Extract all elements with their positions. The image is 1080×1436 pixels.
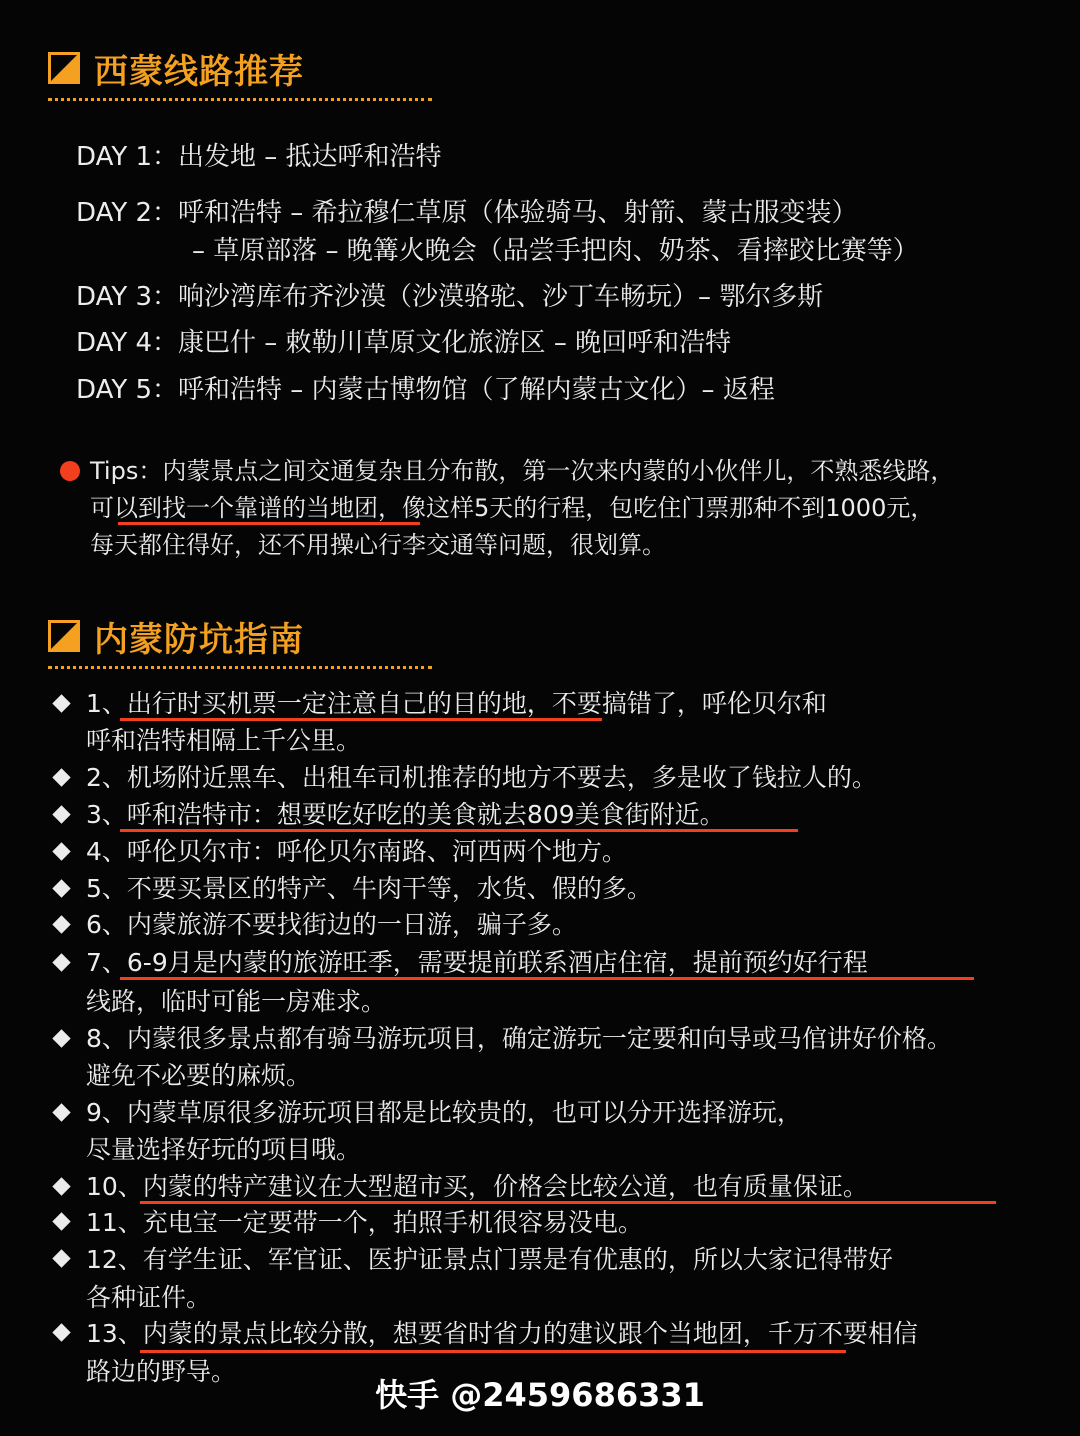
diamond-bullet-icon bbox=[52, 1323, 70, 1341]
list-item: 12、有学生证、军官证、医护证景点门票是有优惠的，所以大家记得带好 bbox=[86, 1245, 893, 1274]
section-heading-guide bbox=[48, 614, 304, 658]
highlight-underline bbox=[140, 1201, 996, 1204]
list-item: 10、内蒙的特产建议在大型超市买，价格会比较公道，也有质量保证。 bbox=[86, 1172, 868, 1201]
square-icon bbox=[48, 620, 80, 652]
diamond-bullet-icon bbox=[52, 879, 70, 897]
list-item-continued: 避免不必要的麻烦。 bbox=[86, 1061, 312, 1090]
tips-line: Tips：内蒙景点之间交通复杂且分布散，第一次来内蒙的小伙伴儿，不熟悉线路， bbox=[90, 457, 955, 485]
list-item-continued: 尽量选择好玩的项目哦。 bbox=[86, 1135, 362, 1164]
highlight-underline bbox=[120, 977, 974, 980]
diamond-bullet-icon bbox=[52, 805, 70, 823]
day-line: DAY 1：出发地 – 抵达呼和浩特 bbox=[76, 142, 442, 172]
list-item: 9、内蒙草原很多游玩项目都是比较贵的，也可以分开选择游玩， bbox=[86, 1098, 802, 1127]
list-item: 1、出行时买机票一定注意自己的目的地，不要搞错了，呼伦贝尔和 bbox=[86, 689, 827, 718]
diamond-bullet-icon bbox=[52, 915, 70, 933]
diamond-bullet-icon bbox=[52, 1249, 70, 1267]
list-item: 11、充电宝一定要带一个，拍照手机很容易没电。 bbox=[86, 1208, 643, 1237]
list-item: 7、6-9月是内蒙的旅游旺季，需要提前联系酒店住宿，提前预约好行程 bbox=[86, 948, 868, 977]
section-title: 西蒙线路推荐 bbox=[94, 51, 304, 92]
list-item: 5、不要买景区的特产、牛肉干等，水货、假的多。 bbox=[86, 874, 652, 903]
section-heading-routes bbox=[48, 46, 304, 90]
watermark-footer: 快手 @2459686331 bbox=[375, 1376, 705, 1414]
list-item-continued: 线路，临时可能一房难求。 bbox=[86, 987, 387, 1016]
section-title: 内蒙防坑指南 bbox=[94, 619, 304, 660]
diamond-bullet-icon bbox=[52, 842, 70, 860]
diamond-bullet-icon bbox=[52, 1177, 70, 1195]
dotted-divider bbox=[48, 98, 432, 101]
diamond-bullet-icon bbox=[52, 953, 70, 971]
highlight-underline bbox=[118, 522, 420, 525]
day-line: DAY 2：呼和浩特 – 希拉穆仁草原（体验骑马、射箭、蒙古服变装） bbox=[76, 198, 858, 228]
dotted-divider bbox=[48, 666, 432, 669]
list-item: 3、呼和浩特市：想要吃好吃的美食就去809美食街附近。 bbox=[86, 800, 725, 829]
day-line-continued: – 草原部落 – 晚篝火晚会（品尝手把肉、奶茶、看摔跤比赛等） bbox=[192, 236, 919, 266]
list-item: 2、机场附近黑车、出租车司机推荐的地方不要去，多是收了钱拉人的。 bbox=[86, 763, 877, 792]
list-item: 6、内蒙旅游不要找街边的一日游，骗子多。 bbox=[86, 910, 577, 939]
list-item-continued: 路边的野导。 bbox=[86, 1357, 237, 1386]
diamond-bullet-icon bbox=[52, 1103, 70, 1121]
highlight-underline bbox=[120, 718, 602, 721]
highlight-underline bbox=[140, 1350, 846, 1353]
red-dot-icon bbox=[60, 461, 80, 481]
day-line: DAY 4：康巴什 – 敕勒川草原文化旅游区 – 晚回呼和浩特 bbox=[76, 328, 732, 358]
list-item: 4、呼伦贝尔市：呼伦贝尔南路、河西两个地方。 bbox=[86, 837, 627, 866]
highlight-underline bbox=[120, 829, 798, 832]
diamond-bullet-icon bbox=[52, 1212, 70, 1230]
list-item: 8、内蒙很多景点都有骑马游玩项目，确定游玩一定要和向导或马倌讲好价格。 bbox=[86, 1024, 952, 1053]
tips-line: 每天都住得好，还不用操心行李交通等问题，很划算。 bbox=[90, 531, 666, 559]
day-line: DAY 5：呼和浩特 – 内蒙古博物馆（了解内蒙古文化）– 返程 bbox=[76, 375, 775, 405]
list-item-continued: 呼和浩特相隔上千公里。 bbox=[86, 726, 362, 755]
list-item-continued: 各种证件。 bbox=[86, 1283, 212, 1312]
diamond-bullet-icon bbox=[52, 1029, 70, 1047]
list-item: 13、内蒙的景点比较分散，想要省时省力的建议跟个当地团，千万不要相信 bbox=[86, 1319, 918, 1348]
day-line: DAY 3：响沙湾库布齐沙漠（沙漠骆驼、沙丁车畅玩）– 鄂尔多斯 bbox=[76, 282, 824, 312]
square-icon bbox=[48, 52, 80, 84]
diamond-bullet-icon bbox=[52, 694, 70, 712]
diamond-bullet-icon bbox=[52, 768, 70, 786]
tips-line: 可以到找一个靠谱的当地团，像这样5天的行程，包吃住门票那种不到1000元， bbox=[90, 494, 935, 522]
